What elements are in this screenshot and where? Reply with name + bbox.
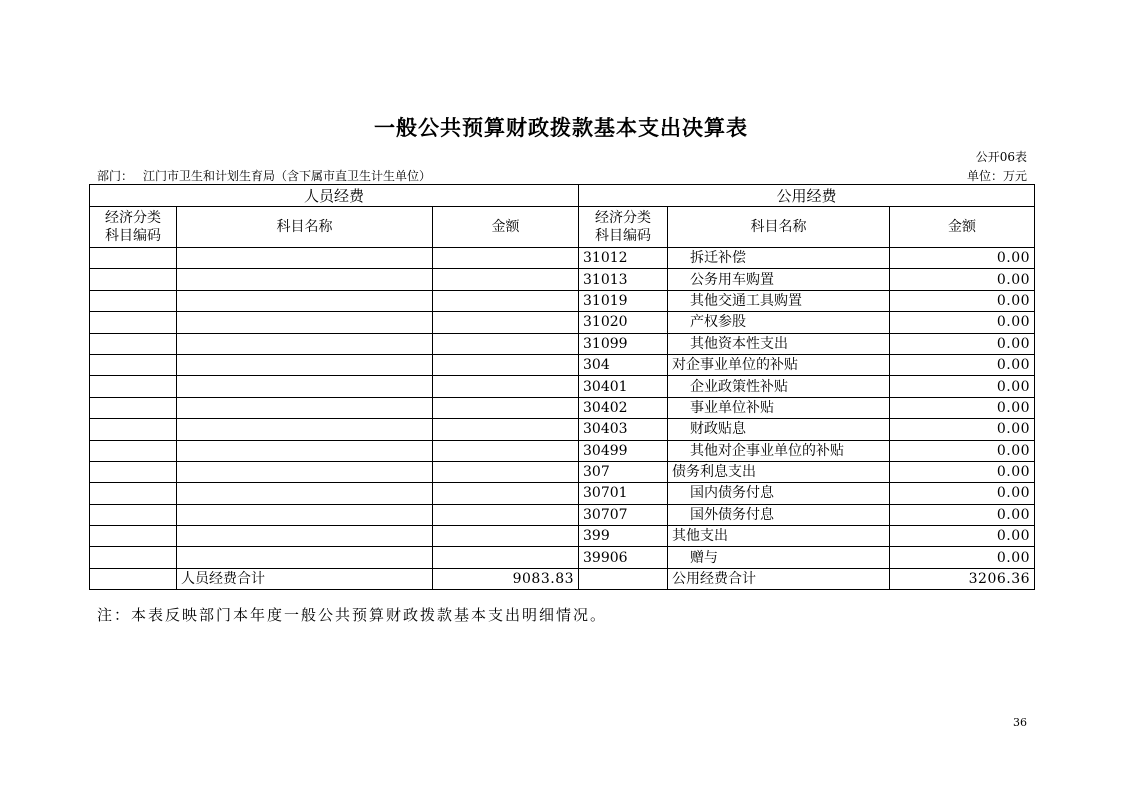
personnel-amount-cell <box>433 269 579 290</box>
personnel-code-cell <box>90 419 177 440</box>
public-name-cell: 产权参股 <box>668 312 890 333</box>
public-name-cell: 财政贴息 <box>668 419 890 440</box>
totals-personnel-code-cell <box>90 568 177 589</box>
public-name-cell: 其他资本性支出 <box>668 333 890 354</box>
personnel-name-cell <box>177 290 433 311</box>
public-name-cell: 其他支出 <box>668 526 890 547</box>
public-amount-cell: 0.00 <box>890 290 1035 311</box>
personnel-code-cell <box>90 483 177 504</box>
public-header: 公用经费 <box>579 185 1035 207</box>
public-amount-cell: 0.00 <box>890 397 1035 418</box>
personnel-amount-cell <box>433 354 579 375</box>
department-label: 部门： <box>97 169 134 183</box>
public-amount-cell: 0.00 <box>890 461 1035 482</box>
personnel-name-cell <box>177 440 433 461</box>
public-name-cell: 债务利息支出 <box>668 461 890 482</box>
personnel-amount-header: 金额 <box>433 207 579 248</box>
table-row <box>90 440 1035 461</box>
public-code-cell: 31019 <box>579 290 668 311</box>
personnel-amount-cell <box>433 290 579 311</box>
public-name-cell: 其他交通工具购置 <box>668 290 890 311</box>
personnel-name-cell <box>177 419 433 440</box>
personnel-name-cell <box>177 269 433 290</box>
public-code-header: 经济分类 科目编码 <box>579 207 668 248</box>
personnel-name-cell <box>177 461 433 482</box>
public-amount-header: 金额 <box>890 207 1035 248</box>
table-row <box>90 290 1035 311</box>
public-code-cell: 31013 <box>579 269 668 290</box>
public-name-cell: 其他对企事业单位的补贴 <box>668 440 890 461</box>
personnel-name-cell <box>177 312 433 333</box>
totals-public-label: 公用经费合计 <box>668 568 890 589</box>
personnel-amount-cell <box>433 397 579 418</box>
personnel-name-cell <box>177 547 433 568</box>
footnote: 注：本表反映部门本年度一般公共预算财政拨款基本支出明细情况。 <box>97 606 608 624</box>
personnel-name-cell <box>177 526 433 547</box>
public-code-cell: 30707 <box>579 504 668 525</box>
public-code-cell: 304 <box>579 354 668 375</box>
public-amount-cell: 0.00 <box>890 354 1035 375</box>
personnel-code-cell <box>90 397 177 418</box>
personnel-amount-cell <box>433 419 579 440</box>
personnel-amount-cell <box>433 376 579 397</box>
department-name: 江门市卫生和计划生育局（含下属市直卫生计生单位） <box>143 169 432 183</box>
personnel-amount-cell <box>433 248 579 269</box>
personnel-name-header: 科目名称 <box>177 207 433 248</box>
table-row <box>90 419 1035 440</box>
public-name-cell: 国外债务付息 <box>668 504 890 525</box>
header-row-columns <box>90 207 1035 248</box>
personnel-amount-cell <box>433 483 579 504</box>
public-amount-cell: 0.00 <box>890 419 1035 440</box>
personnel-name-cell <box>177 248 433 269</box>
public-name-cell: 拆迁补偿 <box>668 248 890 269</box>
personnel-amount-cell <box>433 547 579 568</box>
personnel-code-cell <box>90 269 177 290</box>
expenditure-table <box>89 184 1035 590</box>
department-line <box>97 167 1027 184</box>
totals-public-code-cell <box>579 568 668 589</box>
personnel-code-cell <box>90 333 177 354</box>
public-code-cell: 31012 <box>579 248 668 269</box>
public-amount-cell: 0.00 <box>890 547 1035 568</box>
personnel-amount-cell <box>433 312 579 333</box>
public-name-header: 科目名称 <box>668 207 890 248</box>
table-row <box>90 333 1035 354</box>
totals-public-amount: 3206.36 <box>890 568 1035 589</box>
header-row-group <box>90 185 1035 207</box>
public-amount-cell: 0.00 <box>890 504 1035 525</box>
public-code-cell: 30701 <box>579 483 668 504</box>
personnel-code-header: 经济分类 科目编码 <box>90 207 177 248</box>
personnel-code-cell <box>90 504 177 525</box>
personnel-amount-cell <box>433 526 579 547</box>
public-code-cell: 307 <box>579 461 668 482</box>
personnel-name-cell <box>177 333 433 354</box>
table-row <box>90 354 1035 375</box>
personnel-name-cell <box>177 504 433 525</box>
personnel-code-cell <box>90 290 177 311</box>
table-row <box>90 248 1035 269</box>
personnel-code-cell <box>90 440 177 461</box>
personnel-code-cell <box>90 354 177 375</box>
public-name-cell: 事业单位补贴 <box>668 397 890 418</box>
personnel-amount-cell <box>433 333 579 354</box>
public-name-cell: 赠与 <box>668 547 890 568</box>
public-code-cell: 399 <box>579 526 668 547</box>
department-info <box>97 167 441 184</box>
table-row <box>90 312 1035 333</box>
public-name-cell: 对企事业单位的补贴 <box>668 354 890 375</box>
personnel-code-cell <box>90 376 177 397</box>
totals-row <box>90 568 1035 589</box>
personnel-code-cell <box>90 461 177 482</box>
table-row <box>90 376 1035 397</box>
public-code-cell: 30402 <box>579 397 668 418</box>
table-row <box>90 483 1035 504</box>
table-row <box>90 269 1035 290</box>
public-amount-cell: 0.00 <box>890 248 1035 269</box>
table-row <box>90 397 1035 418</box>
personnel-name-cell <box>177 354 433 375</box>
public-code-cell: 39906 <box>579 547 668 568</box>
public-name-cell: 国内债务付息 <box>668 483 890 504</box>
page-number: 36 <box>1013 716 1027 729</box>
personnel-amount-cell <box>433 504 579 525</box>
personnel-code-cell <box>90 526 177 547</box>
public-name-cell: 公务用车购置 <box>668 269 890 290</box>
unit-label: 单位：万元 <box>966 169 1027 183</box>
public-amount-cell: 0.00 <box>890 312 1035 333</box>
public-name-cell: 企业政策性补贴 <box>668 376 890 397</box>
personnel-header: 人员经费 <box>90 185 579 207</box>
personnel-code-cell <box>90 312 177 333</box>
personnel-name-cell <box>177 397 433 418</box>
table-row <box>90 526 1035 547</box>
public-amount-cell: 0.00 <box>890 483 1035 504</box>
public-code-cell: 30403 <box>579 419 668 440</box>
personnel-name-cell <box>177 376 433 397</box>
table-row <box>90 547 1035 568</box>
totals-personnel-amount: 9083.83 <box>433 568 579 589</box>
table-row <box>90 461 1035 482</box>
personnel-amount-cell <box>433 440 579 461</box>
table-row <box>90 504 1035 525</box>
public-code-cell: 30499 <box>579 440 668 461</box>
public-amount-cell: 0.00 <box>890 333 1035 354</box>
public-amount-cell: 0.00 <box>890 376 1035 397</box>
form-code: 公开06表 <box>975 150 1027 164</box>
public-amount-cell: 0.00 <box>890 440 1035 461</box>
page-title: 一般公共预算财政拨款基本支出决算表 <box>374 115 748 140</box>
public-code-cell: 31099 <box>579 333 668 354</box>
personnel-name-cell <box>177 483 433 504</box>
personnel-code-cell <box>90 248 177 269</box>
public-code-cell: 31020 <box>579 312 668 333</box>
personnel-amount-cell <box>433 461 579 482</box>
totals-personnel-label: 人员经费合计 <box>177 568 433 589</box>
public-amount-cell: 0.00 <box>890 269 1035 290</box>
public-amount-cell: 0.00 <box>890 526 1035 547</box>
public-code-cell: 30401 <box>579 376 668 397</box>
personnel-code-cell <box>90 547 177 568</box>
